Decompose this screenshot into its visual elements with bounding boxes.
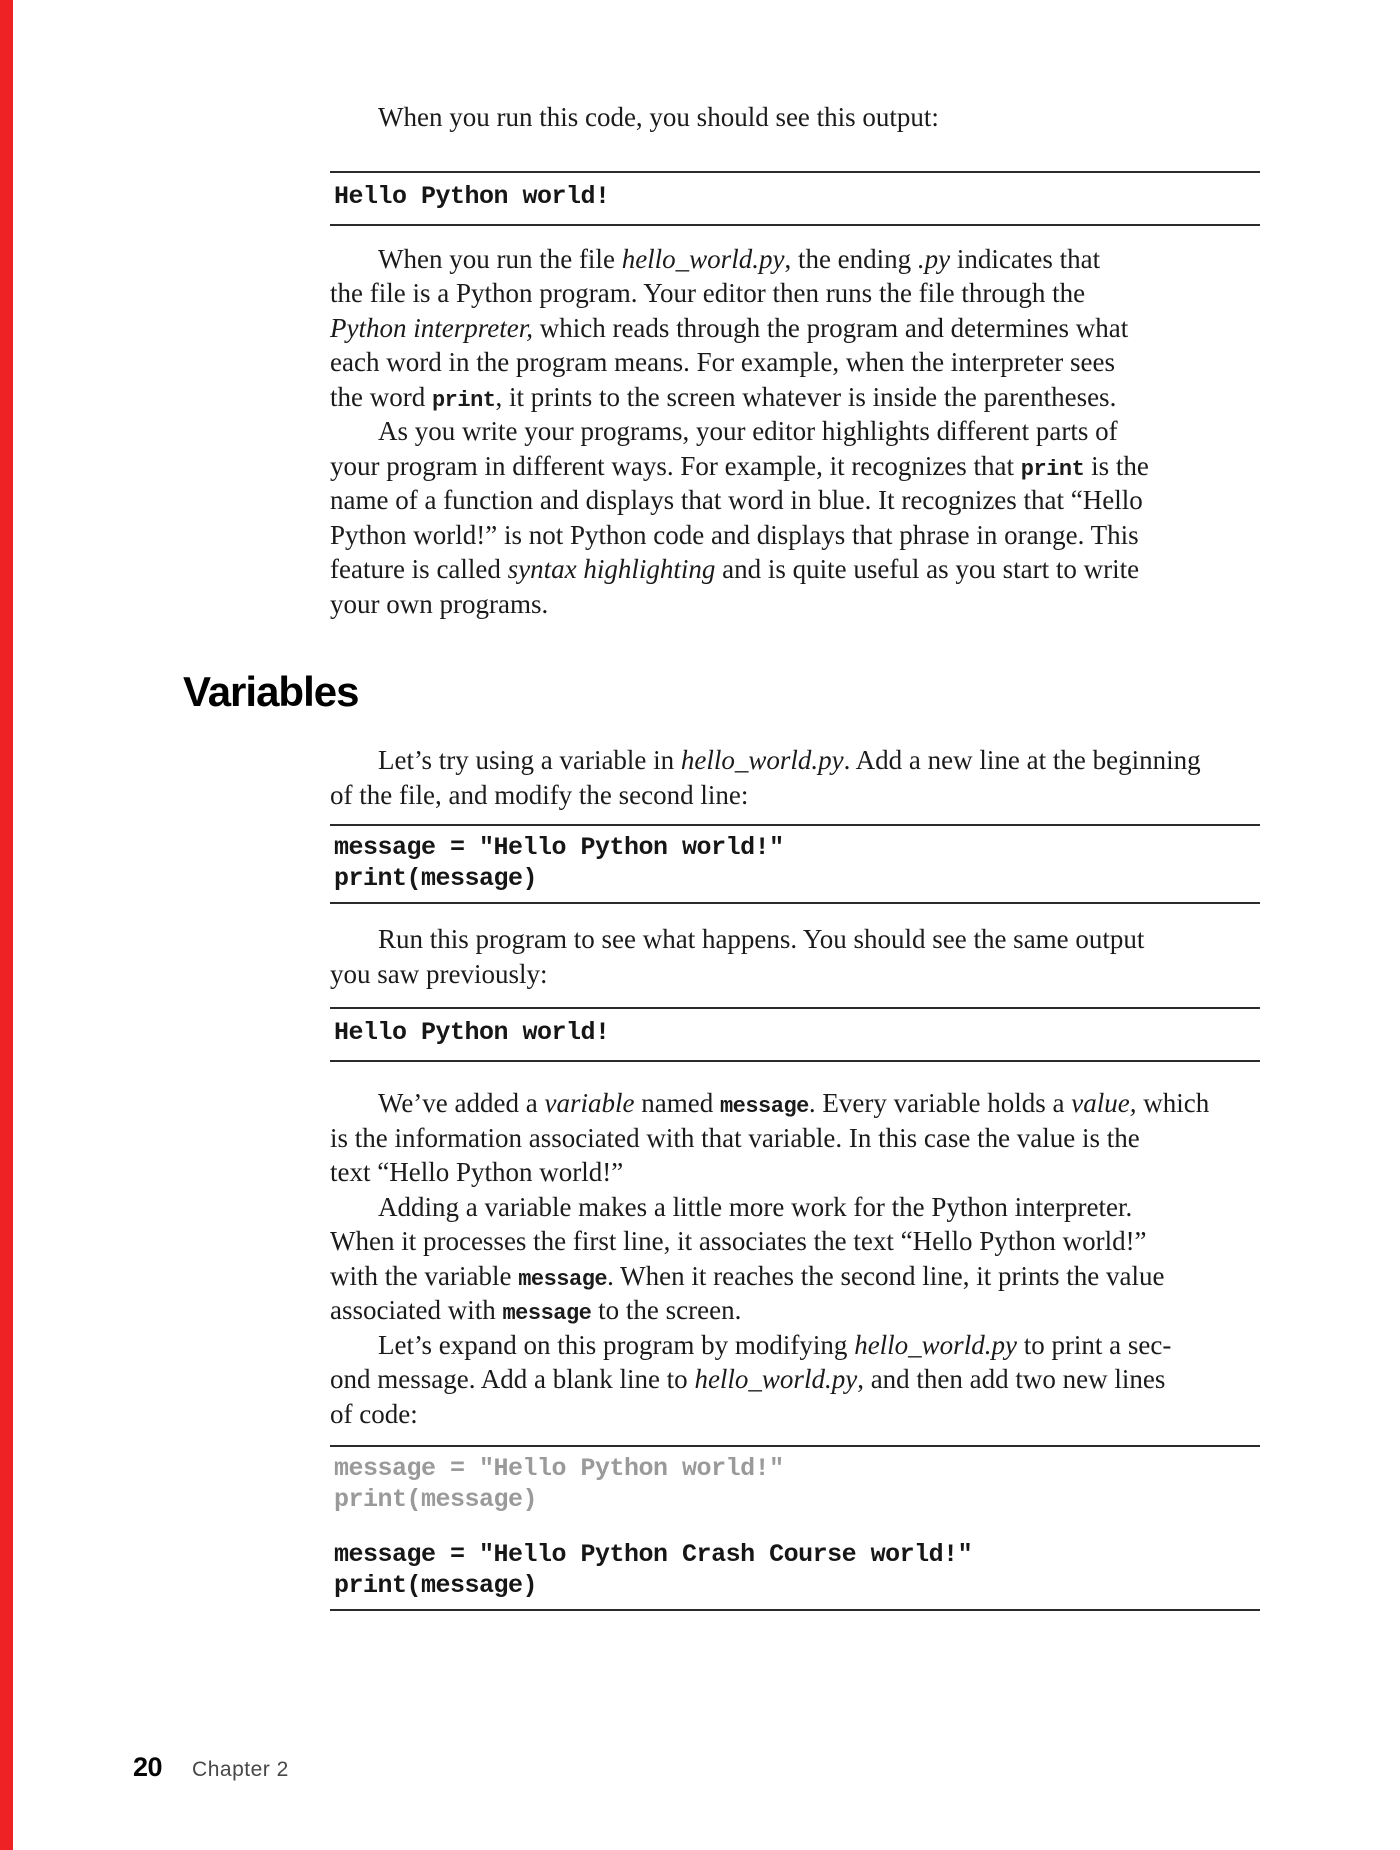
paragraph-line [330, 1259, 1260, 1294]
text-segment: Adding a variable makes a little more work for the Python interpreter. [378, 1191, 1133, 1222]
text-segment: of the file, and modify the second line: [330, 779, 749, 810]
paragraph-line [330, 1397, 1260, 1432]
paragraph-line [330, 1190, 1260, 1225]
code-line: Hello Python world! [334, 1018, 610, 1047]
text-segment: , it prints to the screen whatever is inside the parentheses. [495, 381, 1117, 412]
page-number: 20 [133, 1752, 163, 1782]
code-line: message = "Hello Python Crash Course world!" [334, 1540, 973, 1569]
paragraph-line [330, 1086, 1260, 1121]
paragraph-line [330, 483, 1260, 518]
paragraph-line [330, 345, 1260, 380]
text-segment: which reads through the program and determines what [532, 312, 1129, 343]
italic-text: value, [1071, 1088, 1137, 1118]
text-segment: of code: [330, 1398, 418, 1429]
page-footer [133, 1752, 289, 1783]
text-segment: associated with [330, 1295, 503, 1325]
text-segment: the file is a Python program. Your editor then runs the file through the [330, 278, 1086, 308]
italic-text: hello_world.py [621, 243, 785, 274]
paragraph-line [330, 1328, 1260, 1363]
text-segment: which [1136, 1088, 1210, 1118]
paragraph-line [330, 1224, 1260, 1259]
text-segment: Let’s try using a variable in [378, 745, 681, 775]
text-segment: with the variable [330, 1260, 519, 1291]
text-segment: you saw previously: [330, 958, 548, 989]
text-segment: your own programs. [330, 588, 549, 619]
paragraph-line [330, 1121, 1260, 1156]
text-segment: feature is called [330, 554, 508, 584]
text-segment: . Every variable holds a [808, 1088, 1072, 1118]
text-segment: When it processes the first line, it associates the text “Hello Python world!” [330, 1226, 1147, 1256]
text-segment: , and then add two new lines [857, 1364, 1166, 1394]
paragraph [330, 242, 1260, 415]
paragraph-line [330, 242, 1260, 277]
italic-text: hello_world.py [694, 1364, 858, 1394]
paragraph-line [330, 380, 1260, 415]
paragraph [330, 1190, 1260, 1328]
paragraph-line [330, 311, 1260, 346]
paragraph-line [330, 1155, 1260, 1190]
paragraph-line [330, 957, 1260, 992]
code-line: print(message) [334, 1571, 538, 1600]
code-block [330, 171, 1260, 226]
text-segment: As you write your programs, your editor highlights different parts of [378, 416, 1118, 446]
italic-text: syntax highlighting [507, 554, 716, 584]
paragraph-line [330, 587, 1260, 622]
page-content [183, 0, 1260, 1611]
paragraph-line [330, 922, 1260, 957]
text-segment: text “Hello Python world!” [330, 1157, 624, 1187]
paragraph [330, 1086, 1260, 1190]
text-segment: your program in different ways. For example, it recognizes that [330, 450, 1021, 481]
paragraph [330, 100, 1260, 135]
paragraph [330, 414, 1260, 621]
text-segment: . When it reaches the second line, it prints the value [607, 1260, 1165, 1291]
text-segment: Run this program to see what happens. You should see the same output [378, 924, 1145, 954]
italic-text: Python interpreter, [330, 312, 533, 343]
text-segment: and is quite useful as you start to write [715, 554, 1140, 584]
code-line: print(message) [334, 1485, 538, 1514]
text-segment: We’ve added a [378, 1088, 545, 1118]
inline-code: message [719, 1094, 809, 1119]
inline-code: message [502, 1301, 592, 1326]
text-segment: to print a sec- [1016, 1329, 1172, 1360]
text-segment: is the information associated with that variable. In this case the value is the [330, 1122, 1140, 1153]
paragraph-line [330, 414, 1260, 449]
code-line [334, 1515, 1260, 1539]
code-line: Hello Python world! [334, 181, 610, 211]
inline-code: message [518, 1266, 608, 1292]
text-segment: is the [1084, 450, 1149, 481]
inline-code: print [431, 387, 496, 413]
paragraph-line [330, 552, 1260, 587]
text-segment: name of a function and displays that word in blue. It recognizes that “Hello [330, 485, 1143, 515]
text-segment: to the screen. [591, 1295, 742, 1325]
paragraph-line [330, 1293, 1260, 1328]
code-line: message = "Hello Python world!" [334, 833, 784, 862]
text-segment: the word [330, 381, 432, 412]
paragraph [330, 1328, 1260, 1432]
section-heading: Variables [183, 668, 359, 715]
paragraph-line [330, 778, 1260, 813]
paragraph [330, 922, 1260, 991]
code-block [330, 1007, 1260, 1062]
paragraph-line [330, 449, 1260, 484]
page-edge-accent-bar [0, 0, 13, 1850]
paragraph-line [330, 1362, 1260, 1397]
text-segment: ond message. Add a blank line to [330, 1364, 695, 1394]
code-block [330, 1445, 1260, 1611]
italic-text: variable [544, 1088, 635, 1118]
text-segment: each word in the program means. For example, when the interpreter sees [330, 347, 1115, 377]
italic-text: hello_world.py [854, 1329, 1017, 1360]
text-segment: Let’s expand on this program by modifying [378, 1329, 855, 1360]
code-block [330, 824, 1260, 904]
paragraph-line [330, 518, 1260, 553]
paragraph-line [330, 100, 1260, 135]
text-segment: Python world!” is not Python code and displays that phrase in orange. This [330, 519, 1139, 550]
text-segment: . Add a new line at the beginning [843, 745, 1201, 775]
italic-text: hello_world.py [680, 745, 844, 775]
text-segment: When you run the file [378, 243, 622, 274]
code-line: print(message) [334, 864, 538, 893]
code-line: message = "Hello Python world!" [334, 1454, 784, 1483]
text-segment: indicates that [950, 243, 1101, 274]
text-segment: named [634, 1088, 720, 1118]
text-segment: When you run this code, you should see this output: [378, 102, 939, 132]
chapter-label: Chapter 2 [192, 1758, 289, 1781]
paragraph-line [330, 743, 1260, 778]
inline-code: print [1020, 456, 1085, 482]
text-segment: , the ending [784, 243, 918, 274]
paragraph [330, 743, 1260, 812]
italic-text: .py [917, 243, 951, 274]
paragraph-line [330, 276, 1260, 311]
